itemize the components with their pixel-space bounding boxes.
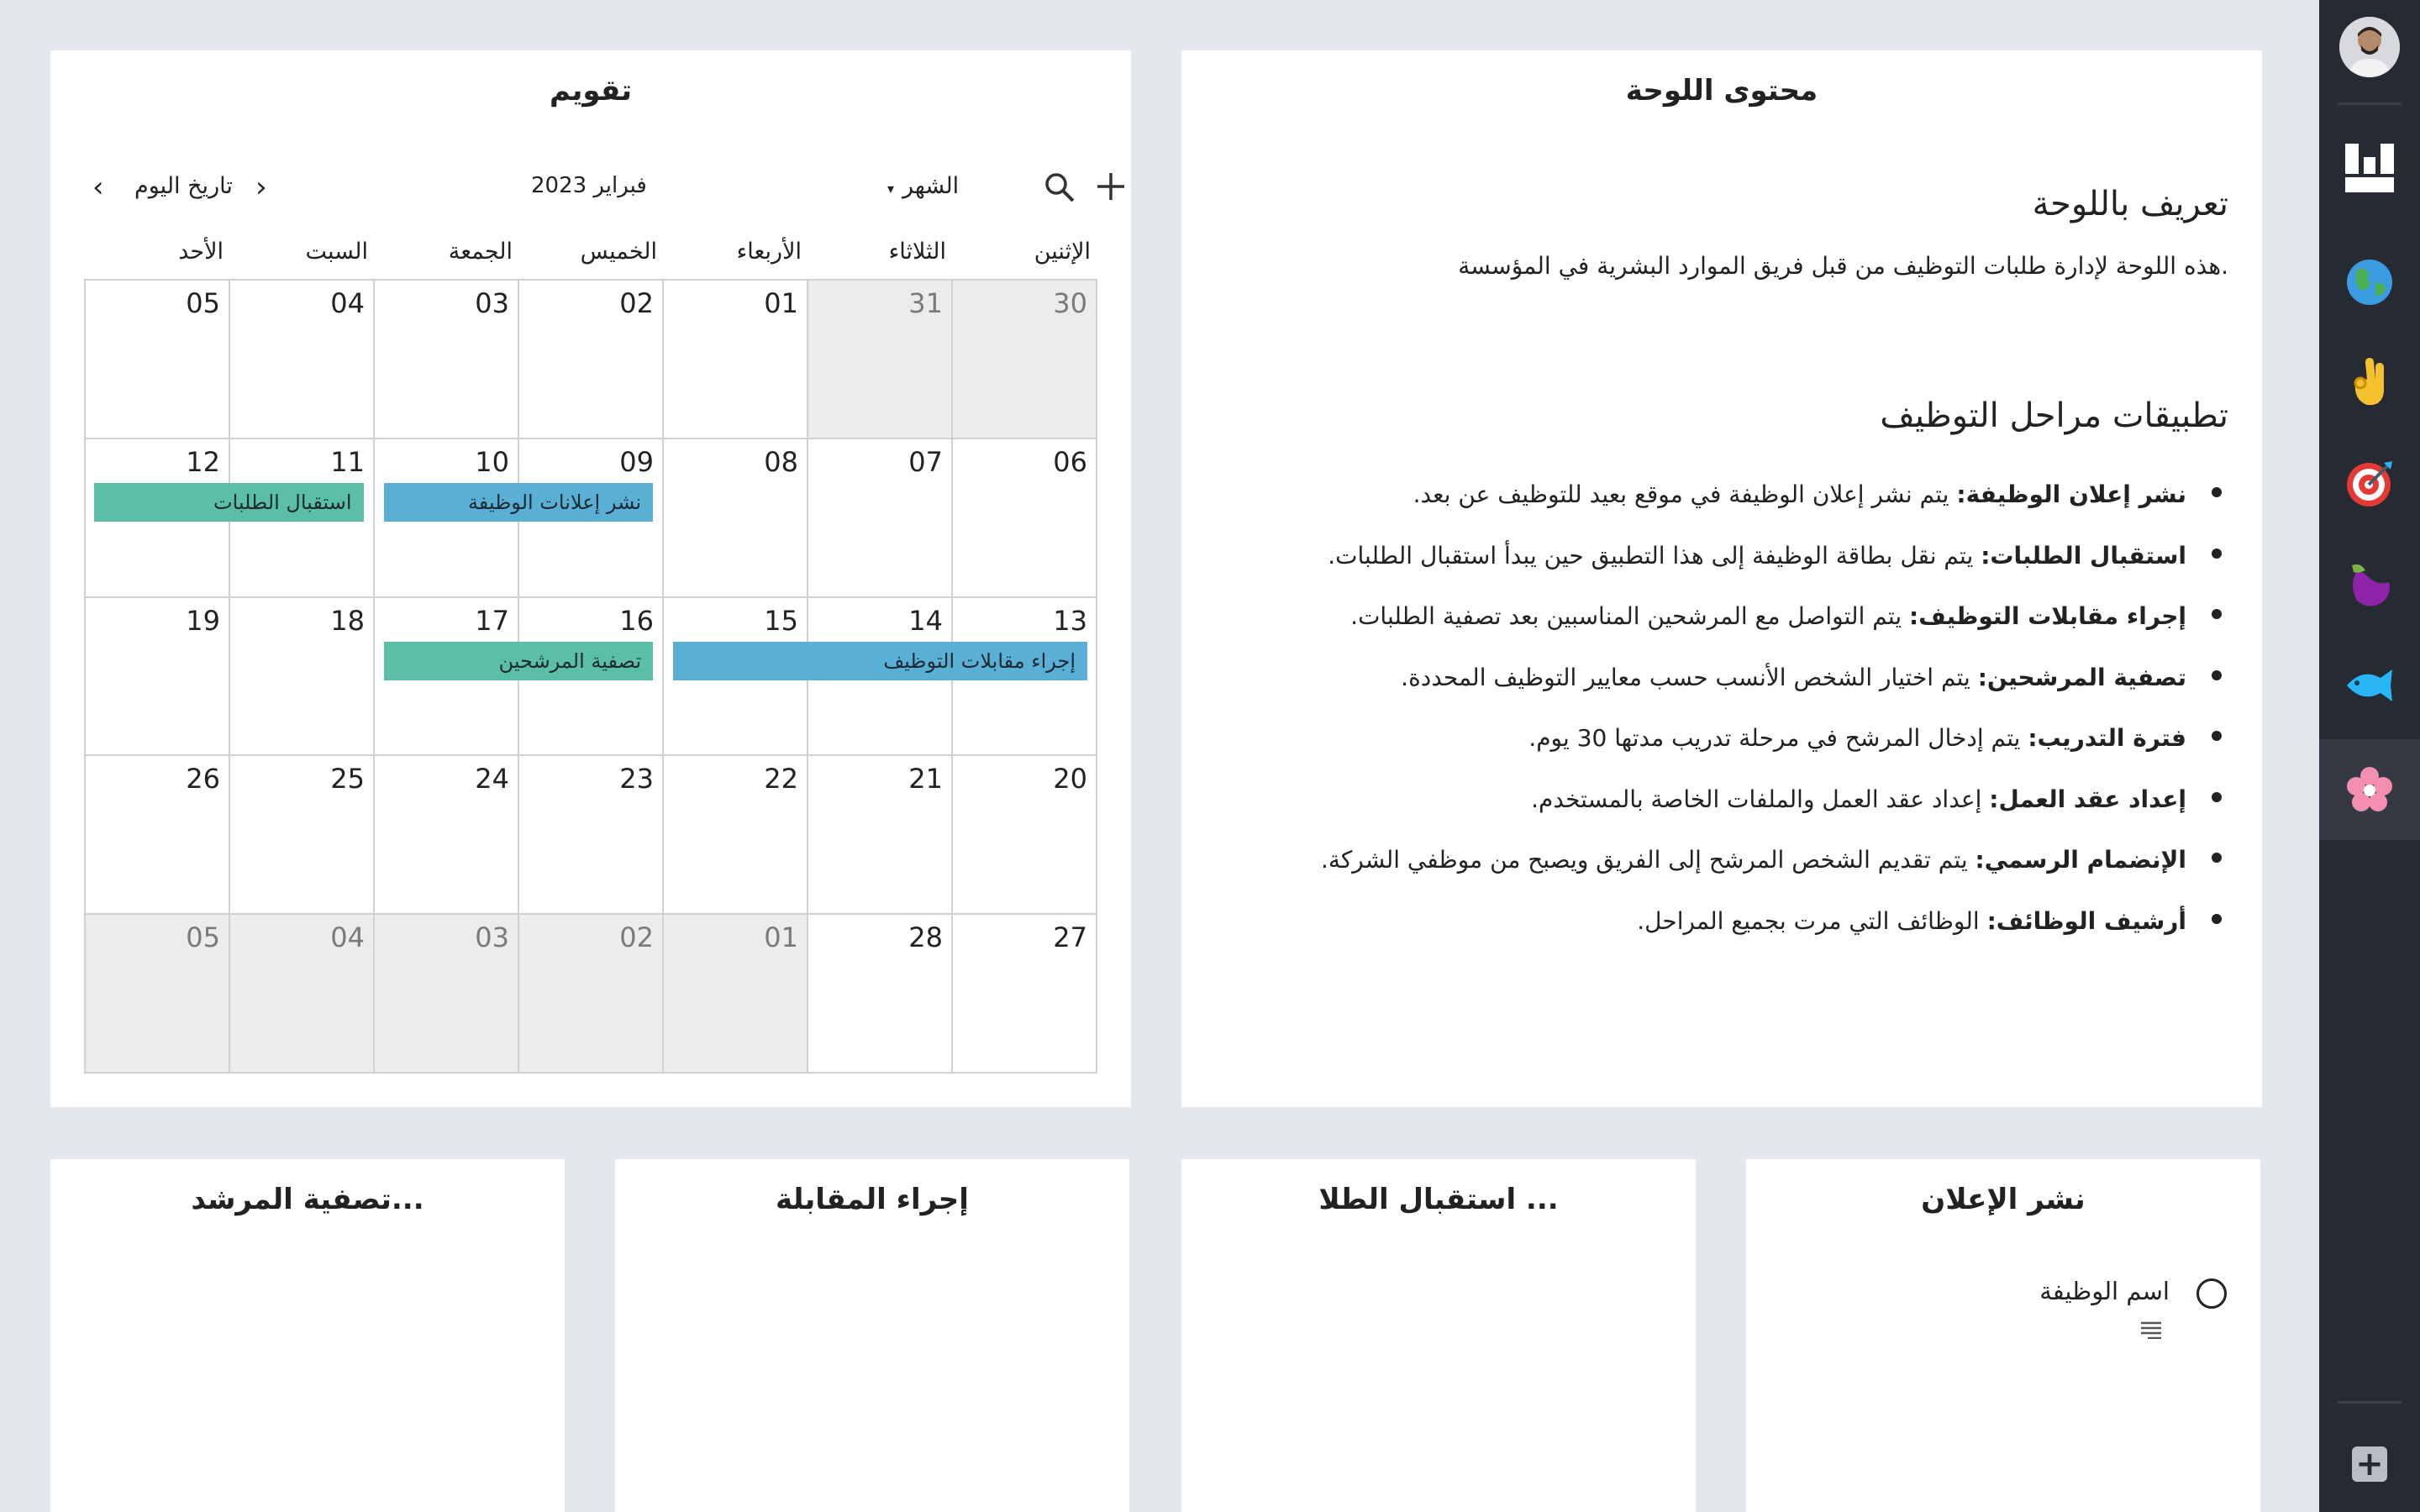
board-content-panel <box>1181 50 2262 1107</box>
board-filter-candidates <box>50 1159 565 1512</box>
apps-list-item <box>1321 480 2228 542</box>
today-button[interactable]: تاريخ اليوم <box>134 173 233 199</box>
app-description: الوظائف التي مرت بجميع المراحل. <box>1637 906 1987 935</box>
day-number: 02 <box>619 287 654 319</box>
blossom-icon[interactable] <box>2319 739 2420 840</box>
calendar-day-cell[interactable] <box>953 281 1097 439</box>
day-number: 05 <box>186 921 220 954</box>
month-label: فبراير 2023 <box>531 173 647 198</box>
day-number: 06 <box>1053 445 1087 478</box>
chevron-down-icon: ▾ <box>887 181 895 197</box>
board-publish-ad <box>1746 1159 2260 1512</box>
day-number: 09 <box>619 445 654 478</box>
app-description: يتم التواصل مع المرشحين المناسبين بعد تصفية الطلبات. <box>1350 602 1910 630</box>
calendar-day-cell[interactable] <box>375 756 519 915</box>
apps-list-item <box>1321 664 2228 725</box>
app-term: نشر إعلان الوظيفة: <box>1956 480 2186 508</box>
item-status-radio[interactable] <box>2196 1278 2227 1309</box>
day-number: 18 <box>330 604 365 637</box>
calendar-day-cell[interactable] <box>953 756 1097 915</box>
bullet-icon <box>2212 549 2222 559</box>
weekday-header <box>84 239 1096 272</box>
day-number: 13 <box>1053 604 1087 637</box>
apps-list-item <box>1321 846 2228 907</box>
add-event-icon[interactable] <box>1096 171 1126 207</box>
board-title: استقبال الطلا ... <box>1318 1183 1559 1216</box>
day-number: 25 <box>330 763 365 795</box>
sidebar-divider <box>2338 102 2402 105</box>
board-item-title[interactable]: اسم الوظيفة <box>2039 1277 2170 1305</box>
day-number: 03 <box>475 921 509 954</box>
app-description: يتم نشر إعلان الوظيفة في موقع بعيد للتوظيف عن بعد. <box>1413 480 1957 508</box>
app-term: الإنضمام الرسمي: <box>1975 846 2186 874</box>
bullet-icon <box>2212 914 2222 924</box>
day-number: 04 <box>330 921 365 954</box>
apps-list <box>1321 480 2228 968</box>
calendar-day-cell[interactable] <box>953 439 1097 598</box>
bullet-icon <box>2212 487 2222 497</box>
calendar-day-cell[interactable] <box>86 915 230 1074</box>
calendar-day-cell[interactable] <box>230 756 375 915</box>
app-sidebar <box>2319 0 2420 1512</box>
app-description: يتم تقديم الشخص المرشح إلى الفريق ويصبح من موظفي الشركة. <box>1321 846 1975 874</box>
app-term: أرشيف الوظائف: <box>1986 906 2186 935</box>
board-logo-icon[interactable] <box>2319 118 2420 218</box>
day-number: 20 <box>1053 763 1087 795</box>
weekday-label: الخميس <box>580 239 657 265</box>
weekday-label: الجمعة <box>448 239 513 265</box>
app-term: إجراء مقابلات التوظيف: <box>1909 602 2186 630</box>
board-title: إجراء المقابلة <box>776 1183 969 1216</box>
day-number: 26 <box>186 763 220 795</box>
weekday-label: الإثنين <box>1034 239 1091 265</box>
bullet-icon <box>2212 731 2222 741</box>
weekday-label: الأحد <box>178 239 224 265</box>
apps-list-item <box>1321 724 2228 785</box>
calendar-day-cell[interactable] <box>230 598 375 757</box>
calendar-day-cell[interactable] <box>664 281 808 439</box>
app-description: يتم نقل بطاقة الوظيفة إلى هذا التطبيق حين يبدأ استقبال الطلبات. <box>1328 541 1981 570</box>
bullet-icon <box>2212 853 2222 863</box>
description-icon <box>2141 1320 2161 1342</box>
day-number: 02 <box>619 921 654 954</box>
bullet-icon <box>2212 670 2222 680</box>
apps-list-item <box>1321 602 2228 664</box>
apps-list-item <box>1321 542 2228 603</box>
calendar-event[interactable]: تصفية المرشحين <box>384 642 654 680</box>
view-dropdown-label: الشهر <box>902 173 960 199</box>
app-description: يتم إدخال المرشح في مرحلة تدريب مدتها 30 يوم. <box>1528 724 2028 752</box>
calendar-day-cell[interactable] <box>375 915 519 1074</box>
avatar-image <box>2339 17 2400 77</box>
day-number: 05 <box>186 287 220 319</box>
day-number: 27 <box>1053 921 1087 954</box>
calendar-day-cell[interactable] <box>519 281 664 439</box>
board-content-title: محتوى اللوحة <box>1625 74 1818 108</box>
day-number: 16 <box>619 604 654 637</box>
day-number: 12 <box>186 445 220 478</box>
intro-heading: تعريف باللوحة <box>2032 185 2228 223</box>
apps-heading: تطبيقات مراحل التوظيف <box>1880 396 2228 435</box>
board-receive-applications <box>1181 1159 1696 1512</box>
day-number: 10 <box>475 445 509 478</box>
search-icon[interactable] <box>1044 171 1076 209</box>
target-icon[interactable] <box>2319 433 2420 534</box>
bullet-icon <box>2212 792 2222 802</box>
calendar-day-cell[interactable] <box>519 756 664 915</box>
add-board-button[interactable]: + <box>2352 1446 2387 1482</box>
day-number: 15 <box>764 604 798 637</box>
calendar-event[interactable]: إجراء مقابلات التوظيف <box>673 642 1087 680</box>
day-number: 28 <box>908 921 943 954</box>
bullet-icon <box>2212 609 2222 619</box>
calendar-day-cell[interactable] <box>519 915 664 1074</box>
calendar-day-cell[interactable] <box>230 281 375 439</box>
day-number: 11 <box>330 445 365 478</box>
apps-list-item <box>1321 907 2228 969</box>
calendar-title: تقويم <box>550 74 632 108</box>
day-number: 04 <box>330 287 365 319</box>
ok-hand-icon[interactable] <box>2319 333 2420 433</box>
user-avatar[interactable] <box>2339 17 2400 77</box>
day-number: 01 <box>764 287 798 319</box>
fish-icon[interactable] <box>2319 635 2420 736</box>
day-number: 24 <box>475 763 509 795</box>
calendar-event[interactable]: نشر إعلانات الوظيفة <box>384 483 654 522</box>
view-dropdown[interactable] <box>887 173 959 199</box>
calendar-day-cell[interactable] <box>953 915 1097 1074</box>
calendar-day-cell[interactable] <box>808 281 953 439</box>
day-number: 08 <box>764 445 798 478</box>
board-title: تصفية المرشد... <box>191 1183 424 1216</box>
app-term: استقبال الطلبات: <box>1981 541 2186 570</box>
calendar-day-cell[interactable] <box>86 756 230 915</box>
calendar-day-cell[interactable] <box>375 281 519 439</box>
app-term: فترة التدريب: <box>2028 724 2186 752</box>
calendar-panel <box>50 50 1131 1107</box>
board-title: نشر الإعلان <box>1921 1183 2086 1216</box>
board-interview <box>615 1159 1129 1512</box>
day-number: 17 <box>475 604 509 637</box>
app-description: يتم اختيار الشخص الأنسب حسب معايير التوظيف المحددة. <box>1401 663 1978 691</box>
calendar-toolbar <box>84 168 1097 210</box>
calendar-day-cell[interactable] <box>664 439 808 598</box>
calendar-day-cell[interactable] <box>664 756 808 915</box>
globe-icon[interactable] <box>2319 232 2420 333</box>
day-number: 14 <box>908 604 943 637</box>
app-description: إعداد عقد العمل والملفات الخاصة بالمستخدم. <box>1531 785 1990 813</box>
intro-text: هذه اللوحة لإدارة طلبات التوظيف من قبل فريق الموارد البشرية في المؤسسة. <box>1458 252 2228 280</box>
weekday-label: السبت <box>305 239 368 265</box>
app-term: تصفية المرشحين: <box>1977 663 2186 691</box>
weekday-label: الأربعاء <box>736 239 802 265</box>
day-number: 01 <box>764 921 798 954</box>
day-number: 19 <box>186 604 220 637</box>
calendar-day-cell[interactable] <box>86 281 230 439</box>
day-number: 03 <box>475 287 509 319</box>
calendar-event[interactable]: استقبال الطلبات <box>94 483 364 522</box>
chevron-left-icon[interactable]: ‹ <box>92 171 104 204</box>
day-number: 31 <box>908 287 943 319</box>
weekday-label: الثلاثاء <box>888 239 946 265</box>
day-number: 07 <box>908 445 943 478</box>
calendar-day-cell[interactable] <box>808 439 953 598</box>
calendar-day-cell[interactable] <box>230 915 375 1074</box>
calendar-day-cell[interactable] <box>86 598 230 757</box>
day-number: 30 <box>1053 287 1087 319</box>
chevron-right-icon[interactable]: › <box>255 171 267 204</box>
day-number: 23 <box>619 763 654 795</box>
app-term: إعداد عقد العمل: <box>1989 785 2186 813</box>
day-number: 22 <box>764 763 798 795</box>
sidebar-divider <box>2338 1401 2402 1404</box>
eggplant-icon[interactable] <box>2319 534 2420 635</box>
day-number: 21 <box>908 763 943 795</box>
calendar-day-cell[interactable] <box>664 915 808 1074</box>
calendar-day-cell[interactable] <box>808 915 953 1074</box>
calendar-day-cell[interactable] <box>808 756 953 915</box>
apps-list-item <box>1321 785 2228 847</box>
